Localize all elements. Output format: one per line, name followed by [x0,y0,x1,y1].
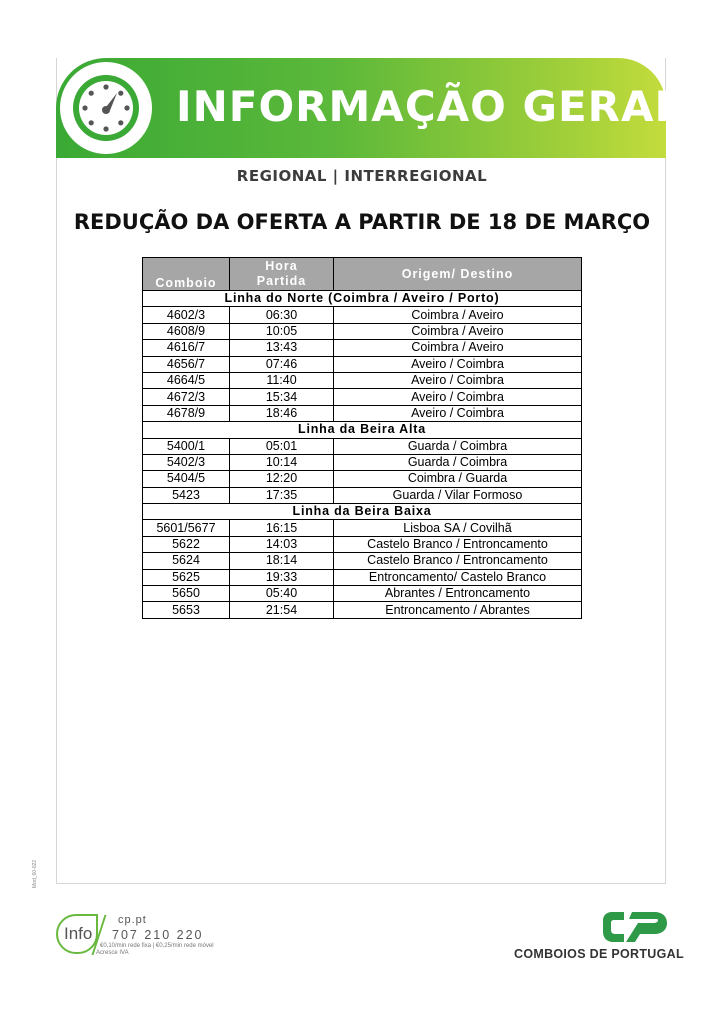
col-train-header: Comboio [143,258,230,291]
cp-logo-icon [602,910,668,944]
time-cell: 15:34 [230,389,334,405]
train-cell: 5601/5677 [143,520,230,536]
info-phone[interactable]: 707 210 220 [112,928,204,942]
table-row [143,520,582,536]
train-cell: 5624 [143,553,230,569]
section-title: Linha da Beira Alta [143,422,582,438]
table-row [143,586,582,602]
table-row [143,372,582,388]
train-cell: 4672/3 [143,389,230,405]
service-subtitle: REGIONAL | INTERREGIONAL [236,167,488,185]
table-header-row [143,258,582,291]
col-time-header-line2: Partida [256,274,307,288]
route-cell: Coimbra / Aveiro [334,323,582,339]
time-cell: 14:03 [230,536,334,552]
route-cell: Aveiro / Coimbra [334,356,582,372]
train-cell: 5622 [143,536,230,552]
table-row [143,323,582,339]
col-time-header [230,258,334,291]
train-cell: 5423 [143,487,230,503]
info-label: Info [64,924,93,943]
time-cell: 16:15 [230,520,334,536]
info-website[interactable]: cp.pt [118,914,147,926]
col-time-header-line1: Hora [265,259,298,273]
section-row [143,504,582,520]
route-cell: Entroncamento/ Castelo Branco [334,569,582,585]
table-row [143,569,582,585]
page-title: INFORMAÇÃO GERAL [176,82,683,131]
headline: REDUÇÃO DA OFERTA A PARTIR DE 18 DE MARÇO [73,210,651,234]
table-row [143,389,582,405]
route-cell: Aveiro / Coimbra [334,372,582,388]
time-cell: 11:40 [230,372,334,388]
train-cell: 4678/9 [143,405,230,421]
time-cell: 13:43 [230,340,334,356]
train-cell: 5650 [143,586,230,602]
route-cell: Abrantes / Entroncamento [334,586,582,602]
section-row [143,291,582,307]
route-cell: Coimbra / Guarda [334,471,582,487]
table-row [143,454,582,470]
train-cell: 5400/1 [143,438,230,454]
train-cell: 4664/5 [143,372,230,388]
col-route-header: Origem/ Destino [334,258,582,291]
time-cell: 07:46 [230,356,334,372]
company-name: COMBOIOS DE PORTUGAL [514,947,684,961]
route-cell: Aveiro / Coimbra [334,405,582,421]
table-row [143,307,582,323]
train-cell: 5625 [143,569,230,585]
info-price: €0,10/min rede fixa | €0,25/min rede móvel [100,943,214,949]
section-title: Linha do Norte (Coimbra / Aveiro / Porto) [143,291,582,307]
route-cell: Entroncamento / Abrantes [334,602,582,618]
time-cell: 05:01 [230,438,334,454]
train-cell: 5653 [143,602,230,618]
route-cell: Aveiro / Coimbra [334,389,582,405]
train-cell: 4656/7 [143,356,230,372]
time-cell: 06:30 [230,307,334,323]
route-cell: Guarda / Coimbra [334,454,582,470]
time-cell: 18:14 [230,553,334,569]
document-code: Mod_60-022 [32,859,38,888]
time-cell: 21:54 [230,602,334,618]
time-cell: 10:05 [230,323,334,339]
route-cell: Castelo Branco / Entroncamento [334,553,582,569]
route-cell: Coimbra / Aveiro [334,307,582,323]
section-row [143,422,582,438]
time-cell: 18:46 [230,405,334,421]
table-row [143,487,582,503]
table-row [143,356,582,372]
train-cell: 4602/3 [143,307,230,323]
time-cell: 12:20 [230,471,334,487]
train-cell: 5404/5 [143,471,230,487]
route-cell: Lisboa SA / Covilhã [334,520,582,536]
table-row [143,405,582,421]
route-cell: Guarda / Coimbra [334,438,582,454]
section-title: Linha da Beira Baixa [143,504,582,520]
info-vat: Acresce IVA [96,950,129,956]
table-row [143,602,582,618]
gauge-icon [70,72,142,144]
table-row [143,553,582,569]
route-cell: Coimbra / Aveiro [334,340,582,356]
train-cell: 5402/3 [143,454,230,470]
table-row [143,536,582,552]
route-cell: Castelo Branco / Entroncamento [334,536,582,552]
table-row [143,471,582,487]
schedule-table [142,257,582,619]
train-cell: 4608/9 [143,323,230,339]
time-cell: 05:40 [230,586,334,602]
time-cell: 19:33 [230,569,334,585]
table-row [143,438,582,454]
route-cell: Guarda / Vilar Formoso [334,487,582,503]
table-row [143,340,582,356]
time-cell: 10:14 [230,454,334,470]
time-cell: 17:35 [230,487,334,503]
train-cell: 4616/7 [143,340,230,356]
